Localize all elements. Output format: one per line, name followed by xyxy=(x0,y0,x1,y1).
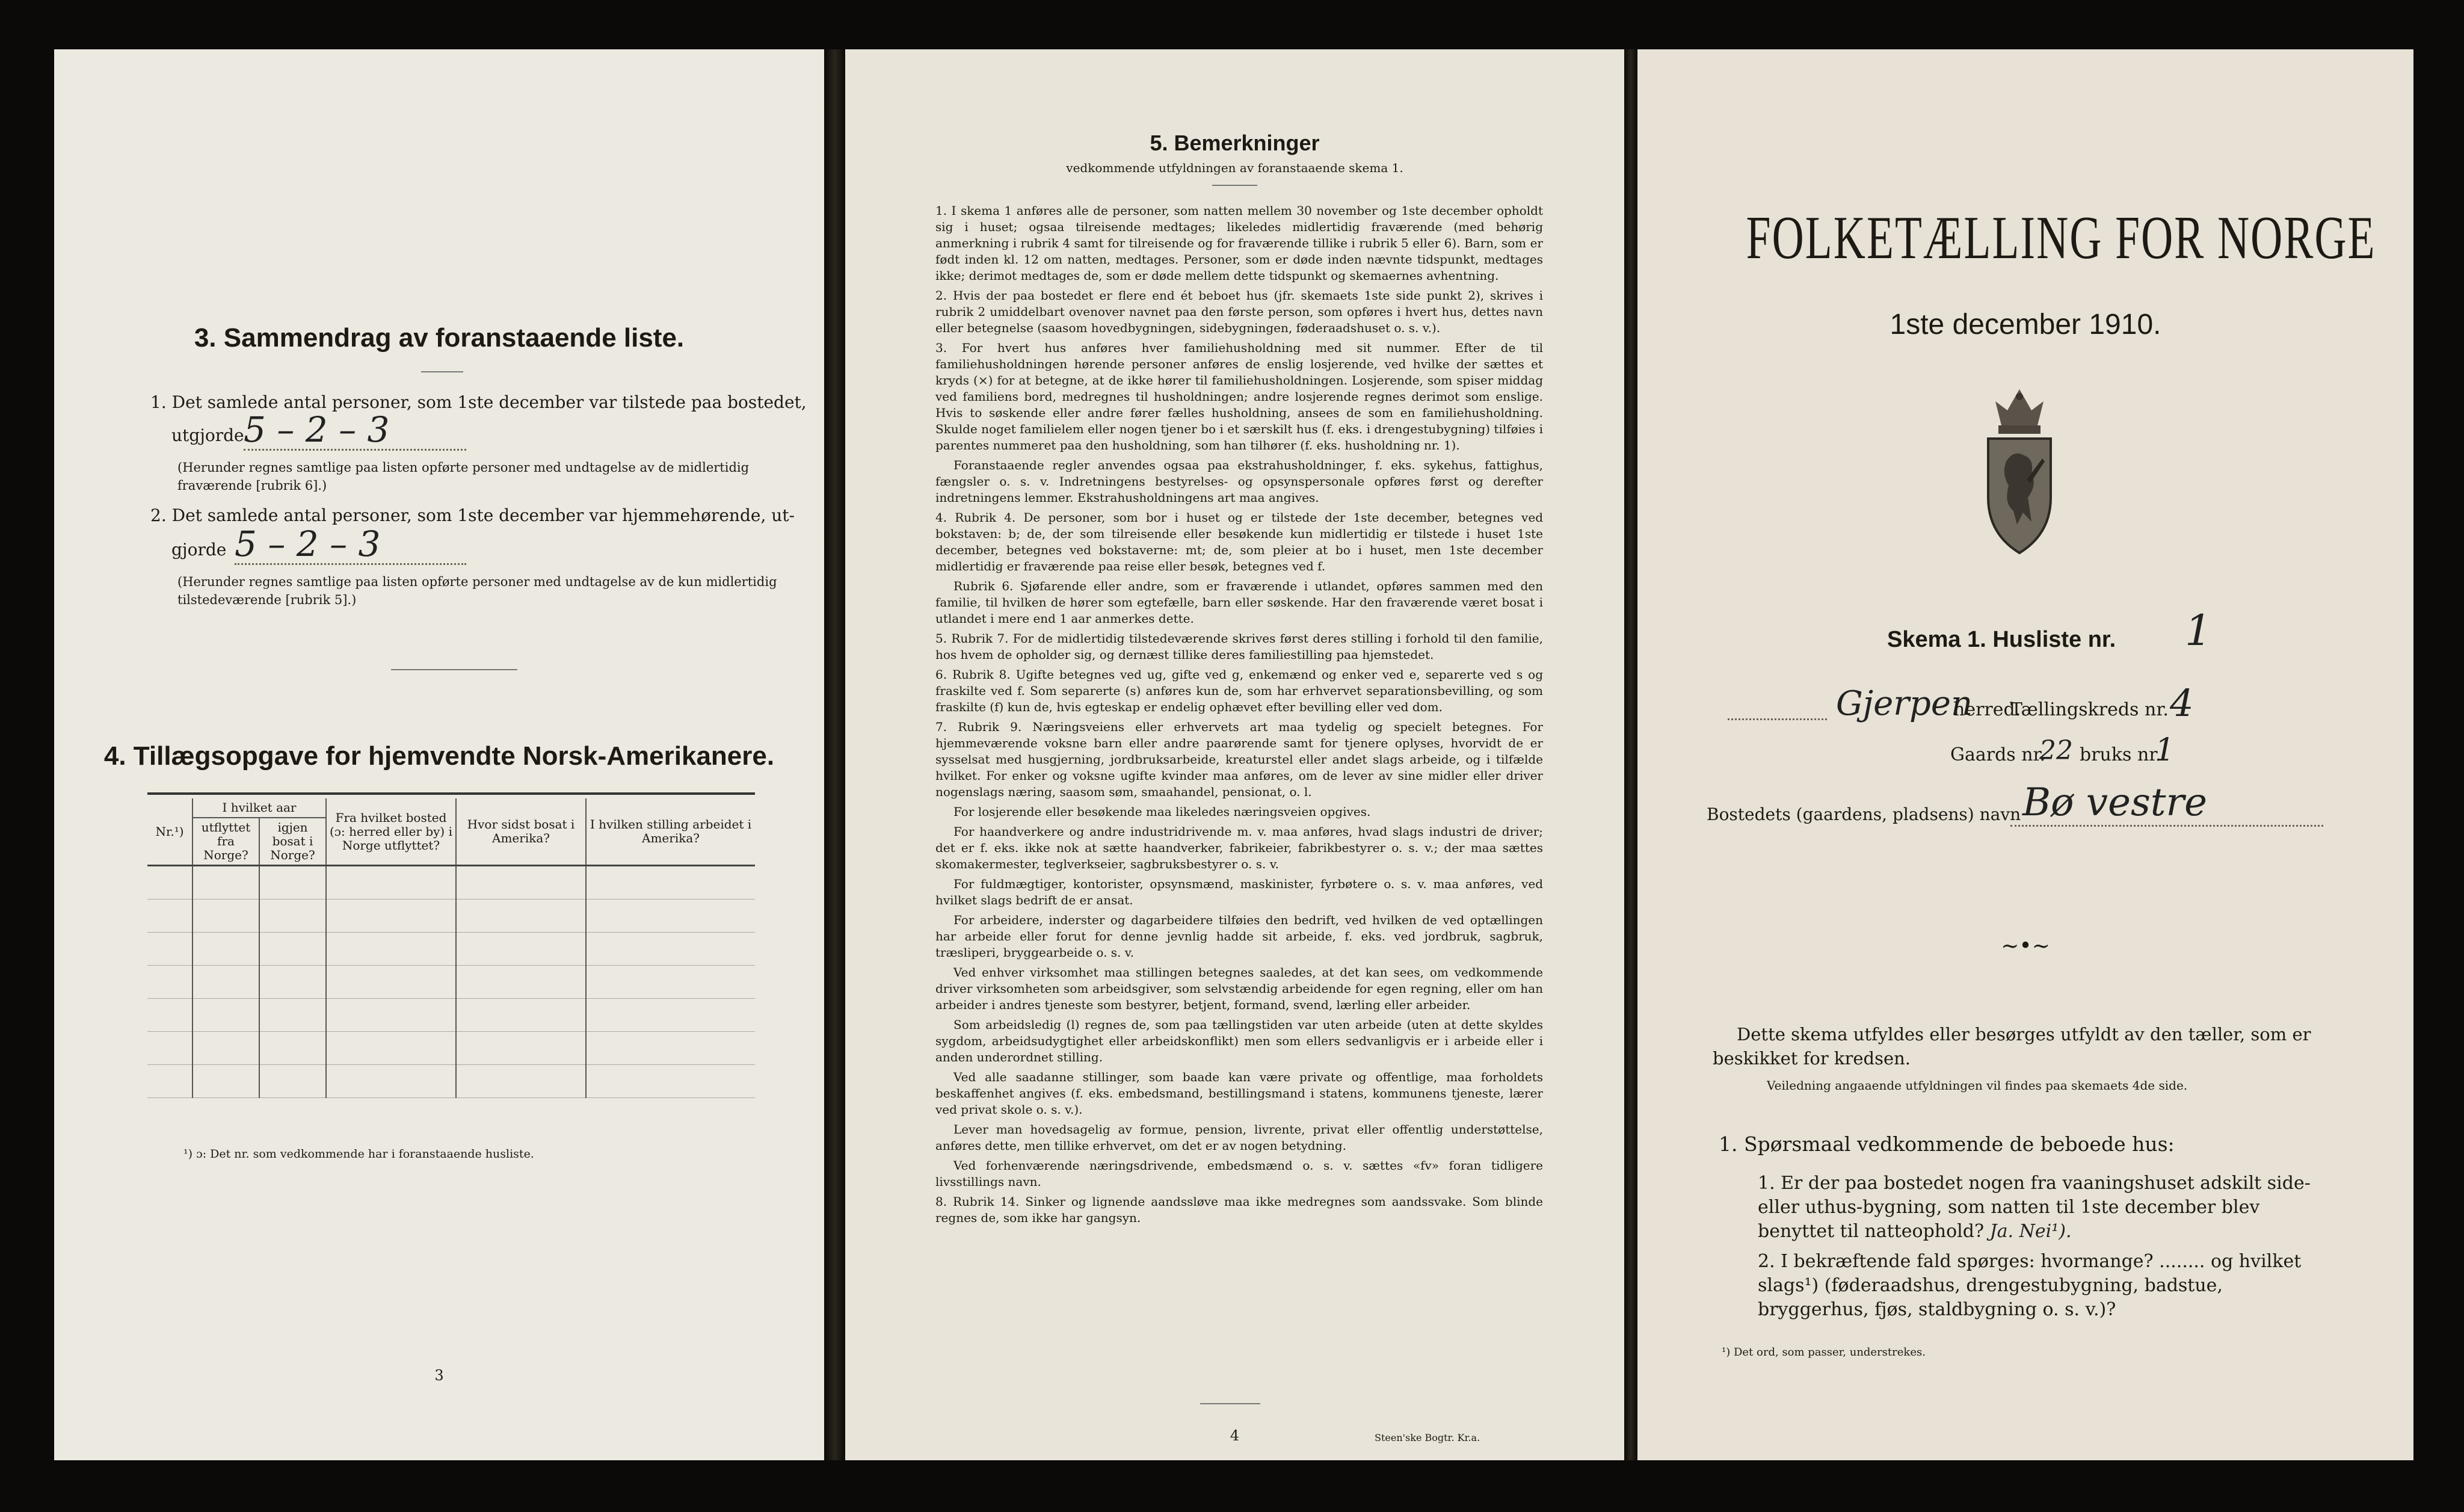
remark-paragraph: 3. For hvert hus anføres hver familiehusholdning med sit nummer. Efter de til familiehusholdningen hørende personer anføres de enslig losjerende, ved hvilke der sættes et kryds (×) for at betegne, at de ikke hører til familiehusholdningen. Losjerende, som spiser middag ved familiens bord, medregnes til husholdningen; andre losjerende regnes derimot som enslige. Hvis to søskende eller andre fører fælles husholdning, ansees de som en familiehusholdning. Skulde noget familielem eller nogen tjener bo i et særskilt hus (f. eks. i drengestubygning) tilføies i parentes nummeret paa den husholdning, som han tilhører (f. eks. husholdning nr. 1). xyxy=(935,341,1543,452)
remark-paragraph: 4. Rubrik 4. De personer, som bor i huset og er tilstede der 1ste december, betegnes ved bokstaven: b; de, der som tilreisende eller besøkende kun midlertidig er tilstede i huset 1ste december, betegnes ved bokstaverne: mt; de, som pleier at bo i huset, men 1ste december midlertidig er fraværende paa reise eller besøk, betegnes ved f. xyxy=(935,510,1543,573)
herred-label: herred. xyxy=(1953,699,2021,720)
remarks-subtitle: vedkommende utfyldningen av foranstaaende skema 1. xyxy=(1066,161,1403,175)
census-date: 1ste december 1910. xyxy=(1890,309,2161,341)
instruction-2: Veiledning angaaende utfyldningen vil findes paa skemaets 4de side. xyxy=(1767,1078,2188,1093)
bruks-value: 1 xyxy=(2155,732,2175,768)
table-row xyxy=(147,1032,755,1065)
left-page-number: 3 xyxy=(434,1367,444,1384)
remark-paragraph: Foranstaaende regler anvendes ogsaa paa ekstrahusholdninger, f. eks. sykehus, fattighus, fængsler o. s. v. Indretningens bestyrelses- og opsynspersonale opføres først og derefter indretningens lemmer. Ekstrahusholdningens art maa angives. xyxy=(935,458,1543,505)
printer-mark: Steen'ske Bogtr. Kr.a. xyxy=(1375,1432,1480,1443)
bosted-label: Bostedets (gaardens, pladsens) navn xyxy=(1707,804,2021,824)
remark-paragraph: Ved enhver virksomhet maa stillingen betegnes saaledes, at det kan sees, om vedkommende driver virksomheten som arbeidsgiver, som selvstændig arbeidende for egen regning, eller om han arbeider i andres tjeneste som bestyrer, betjent, formand, svend, lærling eller arbeider. xyxy=(935,965,1543,1012)
coat-of-arms-icon xyxy=(1977,383,2062,558)
kreds-value: 4 xyxy=(2170,681,2194,725)
col-returned: igjen bosat i Norge? xyxy=(259,818,326,866)
q2-label: gjorde xyxy=(171,540,227,560)
q2-text: 2. Det samlede antal personer, som 1ste december var hjemmehørende, ut- xyxy=(150,505,795,525)
middle-page-number: 4 xyxy=(1230,1427,1240,1444)
q1-label: utgjorde xyxy=(171,425,244,445)
question-1: 1. Er der paa bostedet nogen fra vaaningshuset adskilt side- eller uthus-bygning, som natten til 1ste december blev benyttet til natteophold? Ja. Nei¹). xyxy=(1758,1173,2311,1242)
census-title: FOLKETÆLLING FOR NORGE xyxy=(1746,204,2376,272)
left-footnote: ¹) ɔ: Det nr. som vedkommende har i foranstaaende husliste. xyxy=(183,1147,534,1161)
q2-value: 5 – 2 – 3 xyxy=(235,525,466,565)
col-position: I hvilken stilling arbeidet i Amerika? xyxy=(586,798,755,866)
col-nr: Nr.¹) xyxy=(147,798,192,866)
norsk-amerikanere-table xyxy=(147,798,755,1098)
remark-paragraph: 7. Rubrik 9. Næringsveiens eller erhvervets art maa tydelig og specielt betegnes. For hjemmeværende voksne barn eller andre paarørende samt for tjenere oplyses, hvorvidt de er sysselsat med husgjerning, jordbruksarbeide, kreaturstel eller andet slags arbeide, og i tilfælde hvilket. For enker og voksne ugifte kvinder maa anføres, om de lever av sine midler eller driver nogenslags næring, saasom søm, smaahandel, pensionat, o. l. xyxy=(935,720,1543,799)
table-row xyxy=(147,866,755,899)
col-year-group: I hvilket aar xyxy=(192,798,326,818)
remark-paragraph: For haandverkere og andre industridrivende m. v. maa anføres, hvad slags industri de driver; det er f. eks. ikke nok at sætte haandverker, fabrikeier, fabrikbestyrer o. s. v.; der maa sættes skomakermester, teglverkseier, sagbruksbestyrer o. s. v. xyxy=(935,824,1543,871)
section4-title: 4. Tillægsopgave for hjemvendte Norsk-Amerikanere. xyxy=(103,741,775,771)
kreds-label: Tællingskreds nr. xyxy=(2010,699,2169,720)
remark-paragraph: 6. Rubrik 8. Ugifte betegnes ved ug, gifte ved g, enkemænd og enker ved e, separerte ved s og fraskilte ved f. Som separerte (s) anføres kun de, som har erhvervet separationsbevilling, og som fraskilte (f) kun de, hvis egteskap er endelig ophævet efter bevilling eller ved dom. xyxy=(935,667,1543,714)
remark-paragraph: 2. Hvis der paa bostedet er flere end ét beboet hus (jfr. skemaets 1ste side punkt 2), skrives i rubrik 2 umiddelbart ovenover navnet paa den første person, som opføres i hvert hus, dettes navn eller betegnelse (saasom hovedbygningen, sidebygningen, føderaadshuset o. s. v.). xyxy=(935,288,1543,335)
skema-label: Skema 1. Husliste nr. xyxy=(1887,627,2116,652)
table-row xyxy=(147,1065,755,1098)
bruks-label: bruks nr. xyxy=(2080,744,2161,765)
q2-note: (Herunder regnes samtlige paa listen opførte personer med undtagelse av de kun midlertidig tilstedeværende [rubrik 5].) xyxy=(177,575,777,607)
right-footnote: ¹) Det ord, som passer, understrekes. xyxy=(1722,1346,1926,1359)
col-emigrated: utflyttet fra Norge? xyxy=(192,818,259,866)
right-page xyxy=(1637,49,2413,1460)
remark-paragraph: For fuldmægtiger, kontorister, opsynsmænd, maskinister, fyrbøtere o. s. v. maa anføres, ved hvilket slags bedrift de er ansat. xyxy=(935,877,1543,907)
remark-paragraph: Ved forhenværende næringsdrivende, embedsmænd o. s. v. sættes «fv» foran tidligere livsstillings navn. xyxy=(935,1158,1543,1189)
remarks-title: 5. Bemerkninger xyxy=(1150,131,1320,155)
remark-paragraph: For arbeidere, inderster og dagarbeidere tilføies den bedrift, ved hvilken de ved optællingen har arbeide eller forut for denne jevnlig hadde sit arbeide, f. eks. ved jordbruk, sagbruk, træsliperi, bryggearbeide o. s. v. xyxy=(935,913,1543,960)
q1-value: 5 – 2 – 3 xyxy=(244,410,466,451)
section3-title: 3. Sammendrag av foranstaaende liste. xyxy=(194,323,685,353)
question-2: 2. I bekræftende fald spørges: hvormange? ........ og hvilket slags¹) (føderaadshus, drengestubygning, badstue, bryggerhus, fjøs, staldbygning o. s. v.)? xyxy=(1758,1251,2302,1320)
left-page xyxy=(54,49,824,1460)
instruction-1: Dette skema utfyldes eller besørges utfyldt av den tæller, som er beskikket for kredsen. xyxy=(1713,1024,2311,1069)
husliste-number: 1 xyxy=(2185,606,2212,655)
table-row xyxy=(147,966,755,999)
remark-paragraph: Rubrik 6. Sjøfarende eller andre, som er fraværende i utlandet, opføres sammen med den familie, til hvilken de hører som egtefælle, barn eller søskende. Har den fraværende været bosat i utlandet i mere end 1 aar anmerkes dette. xyxy=(935,579,1543,626)
remarks-list xyxy=(935,203,1543,1394)
col-from-where: Fra hvilket bosted (ɔ: herred eller by) i Norge utflyttet? xyxy=(326,798,456,866)
remark-paragraph: Ved alle saadanne stillinger, som baade kan være private og offentlige, maa forholdets beskaffenhet angives (f. eks. embedsmand, bestillingsmand i statens, kommunens tjeneste, lærer ved privat skole o. s. v.). xyxy=(935,1070,1543,1117)
remark-paragraph: 5. Rubrik 7. For de midlertidig tilstedeværende skrives først deres stilling i forhold til den familie, hos hvem de opholder sig, og dernæst tillike deres familiestilling paa hjemstedet. xyxy=(935,631,1543,662)
herred-value: Gjerpen xyxy=(1836,684,1973,723)
middle-page xyxy=(845,49,1624,1460)
question-1-answer: Ja. Nei¹). xyxy=(1989,1221,2072,1242)
remark-paragraph: 8. Rubrik 14. Sinker og lignende aandssløve maa ikke medregnes som aandssvake. Som blinde regnes de, som ikke har gangsyn. xyxy=(935,1194,1543,1225)
q1-text: 1. Det samlede antal personer, som 1ste december var tilstede paa bostedet, xyxy=(150,392,807,412)
col-last-lived: Hvor sidst bosat i Amerika? xyxy=(456,798,586,866)
table-row xyxy=(147,933,755,966)
ornament-icon: ~•~ xyxy=(2001,934,2050,958)
remark-paragraph: 1. I skema 1 anføres alle de personer, som natten mellem 30 november og 1ste december opholdt sig i huset; ogsaa tilreisende medtages; likeledes midlertidig fraværende (med behørig anmerkning i rubrik 4 samt for tilreisende og for fraværende tillike i rubrik 5 eller 6). Barn, som er født inden kl. 12 om natten, medtages. Personer, som er døde inden nævnte tidspunkt, medtages ikke; derimot medtages de, som er døde mellem dette tidspunkt og skemaernes avhentning. xyxy=(935,203,1543,283)
remark-paragraph: For losjerende eller besøkende maa likeledes næringsveien opgives. xyxy=(953,804,1371,819)
gaards-value: 22 xyxy=(2039,735,2073,766)
gaards-label: Gaards nr. xyxy=(1950,744,2046,765)
table-row xyxy=(147,899,755,933)
table-row xyxy=(147,999,755,1032)
question-heading: 1. Spørsmaal vedkommende de beboede hus: xyxy=(1719,1132,2175,1156)
remark-paragraph: Som arbeidsledig (l) regnes de, som paa tællingstiden var uten arbeide (uten at dette skyldes sygdom, arbeidsudygtighet eller arbeidskonflikt) men som ellers sedvanligvis er i arbeide eller i anden underordnet stilling. xyxy=(935,1017,1543,1064)
q1-note: (Herunder regnes samtlige paa listen opførte personer med undtagelse av de midlertidig fraværende [rubrik 6].) xyxy=(177,460,750,493)
remark-paragraph: Lever man hovedsagelig av formue, pension, livrente, privat eller offentlig understøttelse, anføres dette, men tillike erhvervet, om det er av nogen betydning. xyxy=(935,1122,1543,1153)
bosted-value: Bø vestre xyxy=(2022,780,2207,825)
